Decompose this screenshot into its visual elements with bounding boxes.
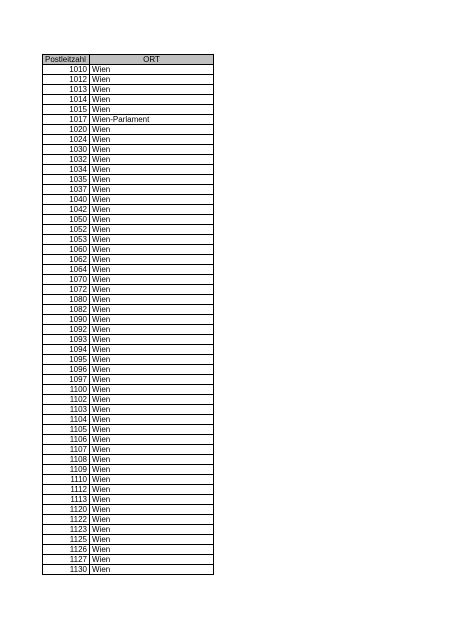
table-row xyxy=(43,435,214,445)
place-name-cell: Wien xyxy=(90,285,214,295)
place-name-cell: Wien xyxy=(90,175,214,185)
place-name-cell: Wien xyxy=(90,235,214,245)
table-row xyxy=(43,145,214,155)
place-name-cell: Wien xyxy=(90,295,214,305)
place-name-cell: Wien xyxy=(90,65,214,75)
postal-code-cell: 1127 xyxy=(43,555,90,565)
postal-code-cell: 1037 xyxy=(43,185,90,195)
table-row xyxy=(43,325,214,335)
table-row xyxy=(43,505,214,515)
postal-code-cell: 1107 xyxy=(43,445,90,455)
postal-code-cell: 1109 xyxy=(43,465,90,475)
postal-code-cell: 1123 xyxy=(43,525,90,535)
table-row xyxy=(43,495,214,505)
place-name-cell: Wien xyxy=(90,255,214,265)
table-row xyxy=(43,545,214,555)
table-row xyxy=(43,85,214,95)
table-row xyxy=(43,125,214,135)
place-name-cell: Wien xyxy=(90,505,214,515)
place-name-cell: Wien xyxy=(90,395,214,405)
place-name-cell: Wien xyxy=(90,385,214,395)
table-row xyxy=(43,235,214,245)
postal-code-cell: 1096 xyxy=(43,365,90,375)
table-row xyxy=(43,425,214,435)
place-name-cell: Wien xyxy=(90,195,214,205)
table-row xyxy=(43,245,214,255)
column-header-postleitzahl: Postleitzahl xyxy=(43,55,90,65)
postal-code-cell: 1112 xyxy=(43,485,90,495)
place-name-cell: Wien xyxy=(90,225,214,235)
table-row xyxy=(43,295,214,305)
place-name-cell: Wien xyxy=(90,215,214,225)
postal-code-cell: 1095 xyxy=(43,355,90,365)
postal-code-cell: 1042 xyxy=(43,205,90,215)
place-name-cell: Wien xyxy=(90,465,214,475)
postal-code-cell: 1108 xyxy=(43,455,90,465)
place-name-cell: Wien xyxy=(90,545,214,555)
place-name-cell: Wien xyxy=(90,205,214,215)
postal-code-cell: 1125 xyxy=(43,535,90,545)
place-name-cell: Wien xyxy=(90,185,214,195)
table-row xyxy=(43,115,214,125)
table-row xyxy=(43,65,214,75)
table-row xyxy=(43,515,214,525)
postal-code-cell: 1062 xyxy=(43,255,90,265)
postal-code-cell: 1053 xyxy=(43,235,90,245)
postal-code-cell: 1126 xyxy=(43,545,90,555)
place-name-cell: Wien xyxy=(90,95,214,105)
postal-code-cell: 1097 xyxy=(43,375,90,385)
place-name-cell: Wien xyxy=(90,355,214,365)
place-name-cell: Wien xyxy=(90,495,214,505)
place-name-cell: Wien xyxy=(90,525,214,535)
place-name-cell: Wien xyxy=(90,135,214,145)
postal-code-cell: 1012 xyxy=(43,75,90,85)
postal-code-cell: 1102 xyxy=(43,395,90,405)
postal-code-cell: 1070 xyxy=(43,275,90,285)
table-body xyxy=(43,65,214,575)
table-row xyxy=(43,415,214,425)
place-name-cell: Wien xyxy=(90,305,214,315)
place-name-cell: Wien xyxy=(90,145,214,155)
table-row xyxy=(43,525,214,535)
table-row xyxy=(43,395,214,405)
table-row xyxy=(43,95,214,105)
table-row xyxy=(43,185,214,195)
place-name-cell: Wien xyxy=(90,515,214,525)
table-row xyxy=(43,135,214,145)
postal-code-cell: 1035 xyxy=(43,175,90,185)
table-row xyxy=(43,535,214,545)
postal-code-cell: 1082 xyxy=(43,305,90,315)
postal-code-cell: 1122 xyxy=(43,515,90,525)
postal-code-cell: 1130 xyxy=(43,565,90,575)
place-name-cell: Wien xyxy=(90,365,214,375)
table-row xyxy=(43,445,214,455)
place-name-cell: Wien xyxy=(90,535,214,545)
place-name-cell: Wien xyxy=(90,85,214,95)
table-row xyxy=(43,285,214,295)
postal-code-cell: 1110 xyxy=(43,475,90,485)
postal-code-cell: 1024 xyxy=(43,135,90,145)
place-name-cell: Wien-Parlament xyxy=(90,115,214,125)
postal-code-cell: 1106 xyxy=(43,435,90,445)
table-row xyxy=(43,165,214,175)
postal-code-cell: 1020 xyxy=(43,125,90,135)
postal-code-cell: 1050 xyxy=(43,215,90,225)
table-row xyxy=(43,75,214,85)
table-row xyxy=(43,555,214,565)
place-name-cell: Wien xyxy=(90,315,214,325)
place-name-cell: Wien xyxy=(90,445,214,455)
postal-code-cell: 1104 xyxy=(43,415,90,425)
table-row xyxy=(43,335,214,345)
table-row xyxy=(43,225,214,235)
place-name-cell: Wien xyxy=(90,275,214,285)
column-header-ort: ORT xyxy=(90,55,214,65)
place-name-cell: Wien xyxy=(90,415,214,425)
table-row xyxy=(43,345,214,355)
postal-code-cell: 1013 xyxy=(43,85,90,95)
table-row xyxy=(43,485,214,495)
table-row xyxy=(43,465,214,475)
postal-code-cell: 1017 xyxy=(43,115,90,125)
postal-code-cell: 1014 xyxy=(43,95,90,105)
table-row xyxy=(43,305,214,315)
place-name-cell: Wien xyxy=(90,165,214,175)
table-row xyxy=(43,275,214,285)
table-row xyxy=(43,375,214,385)
place-name-cell: Wien xyxy=(90,325,214,335)
table-row xyxy=(43,355,214,365)
table-row xyxy=(43,385,214,395)
spreadsheet-page xyxy=(42,54,214,575)
table-row xyxy=(43,175,214,185)
table-row xyxy=(43,475,214,485)
place-name-cell: Wien xyxy=(90,455,214,465)
place-name-cell: Wien xyxy=(90,475,214,485)
place-name-cell: Wien xyxy=(90,405,214,415)
postal-code-cell: 1010 xyxy=(43,65,90,75)
place-name-cell: Wien xyxy=(90,335,214,345)
table-row xyxy=(43,365,214,375)
postal-code-cell: 1090 xyxy=(43,315,90,325)
postal-code-cell: 1060 xyxy=(43,245,90,255)
postal-code-cell: 1093 xyxy=(43,335,90,345)
postal-code-cell: 1113 xyxy=(43,495,90,505)
table-row xyxy=(43,265,214,275)
postal-code-cell: 1040 xyxy=(43,195,90,205)
place-name-cell: Wien xyxy=(90,265,214,275)
postal-code-cell: 1092 xyxy=(43,325,90,335)
place-name-cell: Wien xyxy=(90,125,214,135)
table-row xyxy=(43,155,214,165)
postal-code-cell: 1032 xyxy=(43,155,90,165)
table-row xyxy=(43,195,214,205)
postal-code-cell: 1103 xyxy=(43,405,90,415)
postal-code-cell: 1052 xyxy=(43,225,90,235)
postal-code-cell: 1030 xyxy=(43,145,90,155)
place-name-cell: Wien xyxy=(90,245,214,255)
postal-code-table xyxy=(42,54,214,575)
postal-code-cell: 1120 xyxy=(43,505,90,515)
table-row xyxy=(43,315,214,325)
postal-code-cell: 1034 xyxy=(43,165,90,175)
postal-code-cell: 1072 xyxy=(43,285,90,295)
header-row xyxy=(43,55,214,65)
postal-code-cell: 1015 xyxy=(43,105,90,115)
place-name-cell: Wien xyxy=(90,555,214,565)
table-row xyxy=(43,565,214,575)
place-name-cell: Wien xyxy=(90,425,214,435)
place-name-cell: Wien xyxy=(90,75,214,85)
table-row xyxy=(43,215,214,225)
place-name-cell: Wien xyxy=(90,105,214,115)
table-row xyxy=(43,405,214,415)
table-row xyxy=(43,255,214,265)
postal-code-cell: 1064 xyxy=(43,265,90,275)
place-name-cell: Wien xyxy=(90,375,214,385)
postal-code-cell: 1105 xyxy=(43,425,90,435)
postal-code-cell: 1100 xyxy=(43,385,90,395)
place-name-cell: Wien xyxy=(90,155,214,165)
postal-code-cell: 1094 xyxy=(43,345,90,355)
place-name-cell: Wien xyxy=(90,435,214,445)
place-name-cell: Wien xyxy=(90,565,214,575)
table-row xyxy=(43,455,214,465)
table-row xyxy=(43,205,214,215)
place-name-cell: Wien xyxy=(90,345,214,355)
place-name-cell: Wien xyxy=(90,485,214,495)
postal-code-cell: 1080 xyxy=(43,295,90,305)
table-row xyxy=(43,105,214,115)
